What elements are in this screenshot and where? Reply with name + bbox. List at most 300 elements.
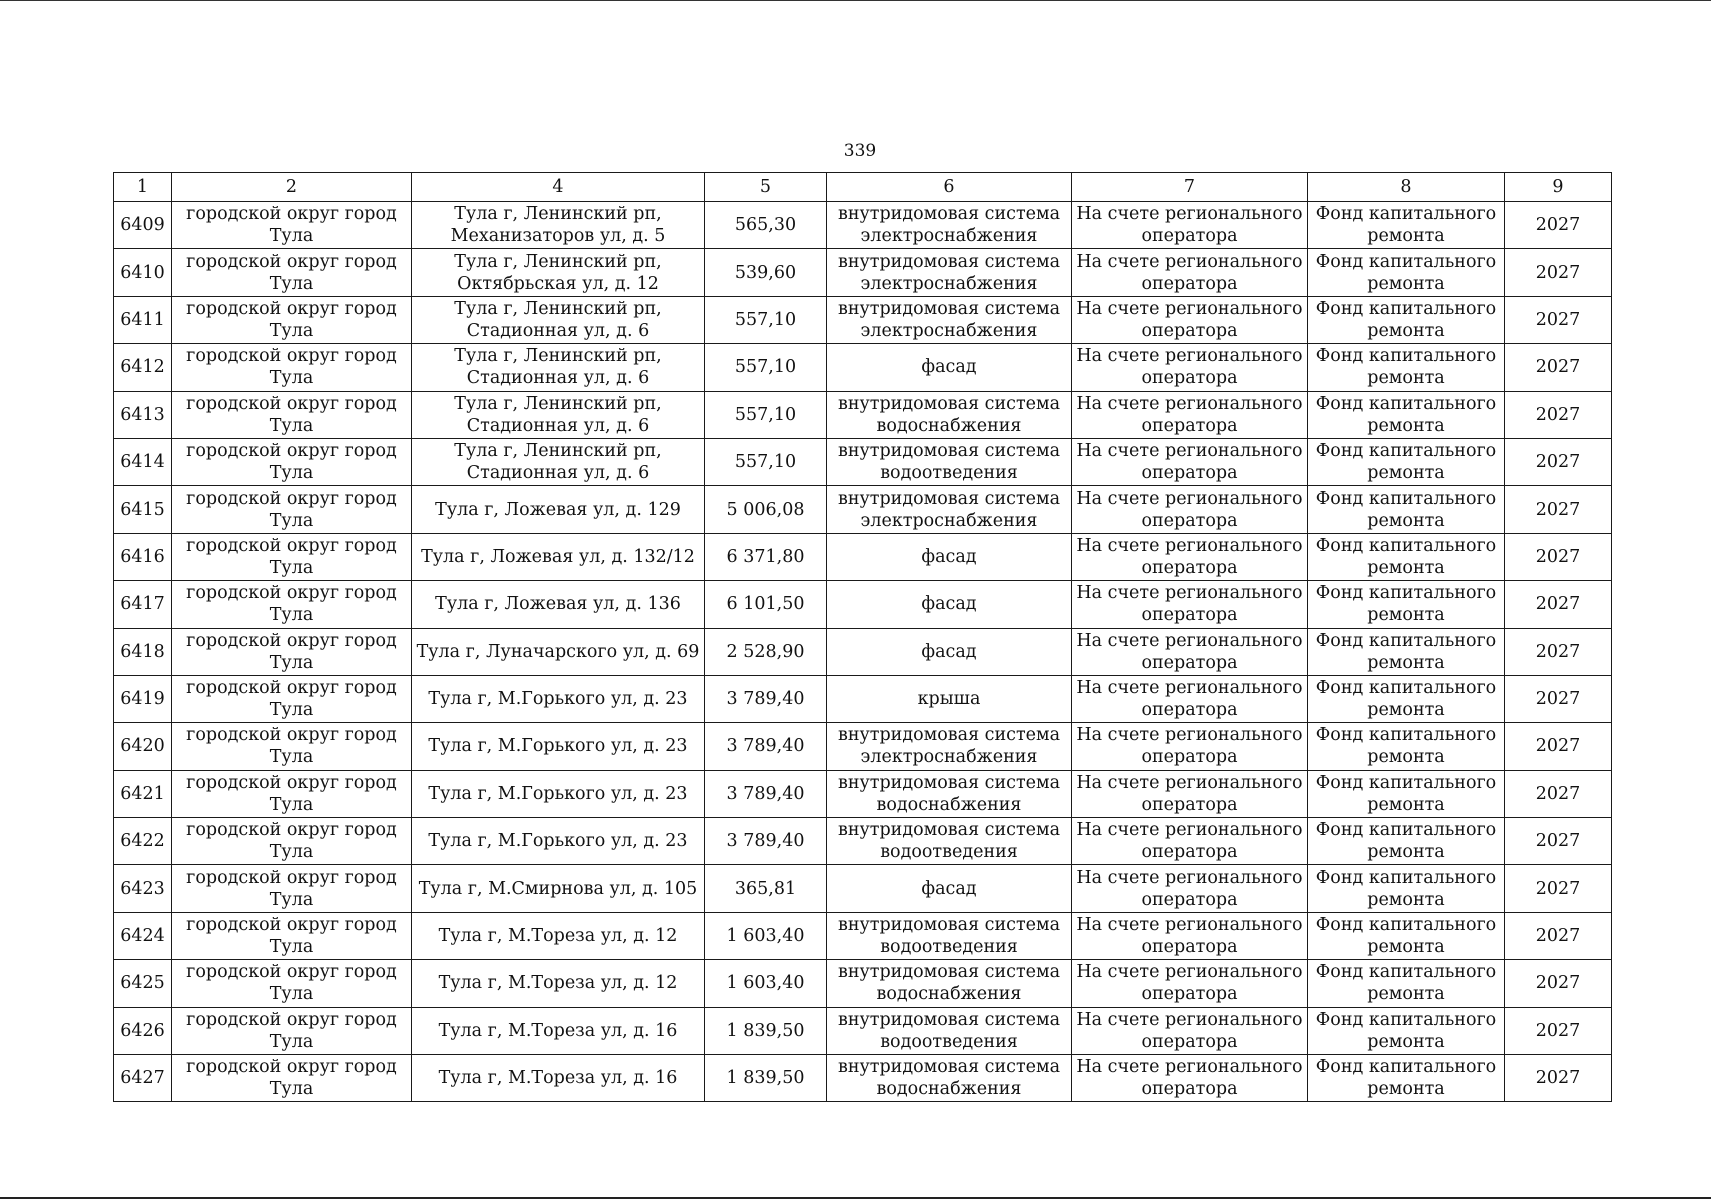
work-type-cell (827, 391, 1072, 438)
account-line: оператора (1141, 557, 1238, 578)
row-number-cell: 6410 (114, 249, 172, 296)
area-cell: 3 789,40 (705, 818, 827, 865)
row-number-cell: 6413 (114, 391, 172, 438)
account-line: На счете регионального (1076, 820, 1303, 841)
address-line: Тула г, Ленинский рп, (454, 393, 662, 414)
municipality-line: Тула (269, 889, 314, 910)
account-cell (1072, 960, 1308, 1007)
table-row (114, 202, 1612, 249)
municipality-line: Тула (269, 226, 314, 247)
account-line: оператора (1141, 320, 1238, 341)
work-type-line: электроснабжения (860, 510, 1038, 531)
work-type-line: водоснабжения (876, 984, 1022, 1005)
year-cell: 2027 (1505, 723, 1612, 770)
municipality-cell (172, 770, 412, 817)
funding-line: ремонта (1367, 937, 1445, 958)
account-line: оператора (1141, 510, 1238, 531)
work-type-cell (827, 486, 1072, 533)
column-header: 7 (1072, 173, 1308, 202)
work-type-cell: фасад (827, 344, 1072, 391)
funding-line: ремонта (1367, 463, 1445, 484)
municipality-line: городской округ город (186, 772, 397, 793)
funding-line: Фонд капитального (1315, 488, 1497, 509)
table-row (114, 675, 1612, 722)
municipality-cell (172, 723, 412, 770)
municipality-line: Тула (269, 320, 314, 341)
account-cell (1072, 1055, 1308, 1102)
funding-line: Фонд капитального (1315, 298, 1497, 319)
address-cell (412, 249, 705, 296)
funding-line: ремонта (1367, 226, 1445, 247)
area-cell: 1 839,50 (705, 1007, 827, 1054)
funding-line: ремонта (1367, 368, 1445, 389)
funding-line: ремонта (1367, 794, 1445, 815)
municipality-cell (172, 960, 412, 1007)
table-row (114, 1055, 1612, 1102)
municipality-line: Тула (269, 463, 314, 484)
work-type-line: внутридомовая система (837, 441, 1061, 462)
work-type-line: водоотведения (880, 1031, 1018, 1052)
municipality-line: городской округ город (186, 583, 397, 604)
row-number-cell: 6426 (114, 1007, 172, 1054)
funding-cell (1308, 438, 1505, 485)
account-line: На счете регионального (1076, 535, 1303, 556)
account-line: оператора (1141, 1031, 1238, 1052)
funding-cell (1308, 344, 1505, 391)
funding-cell (1308, 249, 1505, 296)
account-line: оператора (1141, 984, 1238, 1005)
work-type-cell (827, 1055, 1072, 1102)
municipality-line: Тула (269, 415, 314, 436)
address-cell (412, 202, 705, 249)
area-cell: 1 603,40 (705, 912, 827, 959)
funding-line: ремонта (1367, 842, 1445, 863)
account-line: оператора (1141, 747, 1238, 768)
year-cell: 2027 (1505, 675, 1612, 722)
account-line: На счете регионального (1076, 204, 1303, 225)
municipality-line: городской округ город (186, 678, 397, 699)
funding-line: Фонд капитального (1315, 772, 1497, 793)
table-row (114, 391, 1612, 438)
work-type-cell (827, 296, 1072, 343)
municipality-cell (172, 202, 412, 249)
table-row (114, 960, 1612, 1007)
municipality-line: городской округ город (186, 488, 397, 509)
row-number-cell: 6422 (114, 818, 172, 865)
table-row (114, 344, 1612, 391)
area-cell: 557,10 (705, 391, 827, 438)
municipality-line: Тула (269, 794, 314, 815)
municipality-cell (172, 249, 412, 296)
row-number-cell: 6415 (114, 486, 172, 533)
account-line: оператора (1141, 605, 1238, 626)
work-type-cell (827, 818, 1072, 865)
account-line: На счете регионального (1076, 915, 1303, 936)
funding-line: Фонд капитального (1315, 725, 1497, 746)
funding-line: Фонд капитального (1315, 346, 1497, 367)
address-cell: Тула г, М.Горького ул, д. 23 (412, 675, 705, 722)
address-line: Механизаторов ул, д. 5 (450, 226, 666, 247)
municipality-cell (172, 486, 412, 533)
table-row (114, 770, 1612, 817)
funding-line: Фонд капитального (1315, 820, 1497, 841)
work-type-cell: крыша (827, 675, 1072, 722)
municipality-line: Тула (269, 842, 314, 863)
municipality-line: городской округ город (186, 393, 397, 414)
municipality-line: Тула (269, 937, 314, 958)
account-line: На счете регионального (1076, 962, 1303, 983)
year-cell: 2027 (1505, 912, 1612, 959)
account-cell (1072, 344, 1308, 391)
work-type-line: внутридомовая система (837, 1009, 1061, 1030)
work-type-line: электроснабжения (860, 747, 1038, 768)
row-number-cell: 6417 (114, 581, 172, 628)
municipality-line: Тула (269, 747, 314, 768)
column-header: 8 (1308, 173, 1505, 202)
table-row (114, 1007, 1612, 1054)
row-number-cell: 6421 (114, 770, 172, 817)
funding-line: Фонд капитального (1315, 867, 1497, 888)
work-type-line: внутридомовая система (837, 393, 1061, 414)
year-cell: 2027 (1505, 1007, 1612, 1054)
area-cell: 557,10 (705, 296, 827, 343)
work-type-cell (827, 202, 1072, 249)
work-type-cell (827, 723, 1072, 770)
municipality-cell (172, 581, 412, 628)
funding-line: Фонд капитального (1315, 678, 1497, 699)
municipality-line: Тула (269, 984, 314, 1005)
row-number-cell: 6427 (114, 1055, 172, 1102)
work-type-line: внутридомовая система (837, 298, 1061, 319)
address-cell: Тула г, М.Тореза ул, д. 12 (412, 912, 705, 959)
year-cell: 2027 (1505, 391, 1612, 438)
account-cell (1072, 770, 1308, 817)
municipality-line: Тула (269, 700, 314, 721)
account-line: На счете регионального (1076, 772, 1303, 793)
account-cell (1072, 296, 1308, 343)
work-type-cell (827, 1007, 1072, 1054)
area-cell: 1 839,50 (705, 1055, 827, 1102)
address-cell: Тула г, Луначарского ул, д. 69 (412, 628, 705, 675)
row-number-cell: 6418 (114, 628, 172, 675)
municipality-line: городской округ город (186, 251, 397, 272)
funding-line: ремонта (1367, 747, 1445, 768)
area-cell: 539,60 (705, 249, 827, 296)
table-body (114, 202, 1612, 1102)
work-type-cell: фасад (827, 865, 1072, 912)
funding-line: ремонта (1367, 605, 1445, 626)
work-type-line: водоснабжения (876, 1079, 1022, 1100)
funding-line: Фонд капитального (1315, 393, 1497, 414)
table-row (114, 723, 1612, 770)
area-cell: 6 101,50 (705, 581, 827, 628)
funding-line: Фонд капитального (1315, 1057, 1497, 1078)
account-cell (1072, 486, 1308, 533)
account-line: На счете регионального (1076, 298, 1303, 319)
row-number-cell: 6411 (114, 296, 172, 343)
column-header: 4 (412, 173, 705, 202)
account-cell (1072, 912, 1308, 959)
municipality-cell (172, 912, 412, 959)
work-type-cell: фасад (827, 533, 1072, 580)
row-number-cell: 6414 (114, 438, 172, 485)
funding-line: ремонта (1367, 557, 1445, 578)
area-cell: 3 789,40 (705, 770, 827, 817)
work-type-line: водоснабжения (876, 794, 1022, 815)
funding-cell (1308, 628, 1505, 675)
work-type-line: внутридомовая система (837, 725, 1061, 746)
work-type-line: водоотведения (880, 463, 1018, 484)
account-line: оператора (1141, 652, 1238, 673)
municipality-line: Тула (269, 510, 314, 531)
address-line: Стадионная ул, д. 6 (466, 463, 650, 484)
municipality-line: Тула (269, 1079, 314, 1100)
municipality-line: городской округ город (186, 962, 397, 983)
funding-line: Фонд капитального (1315, 962, 1497, 983)
municipality-cell (172, 533, 412, 580)
address-cell (412, 344, 705, 391)
funding-line: Фонд капитального (1315, 441, 1497, 462)
work-type-line: внутридомовая система (837, 915, 1061, 936)
municipality-line: городской округ город (186, 204, 397, 225)
account-line: На счете регионального (1076, 393, 1303, 414)
account-line: На счете регионального (1076, 725, 1303, 746)
funding-cell (1308, 391, 1505, 438)
account-line: оператора (1141, 226, 1238, 247)
year-cell: 2027 (1505, 202, 1612, 249)
funding-line: ремонта (1367, 652, 1445, 673)
municipality-line: городской округ город (186, 725, 397, 746)
table-row (114, 865, 1612, 912)
account-line: оператора (1141, 273, 1238, 294)
funding-cell (1308, 723, 1505, 770)
address-cell: Тула г, Ложевая ул, д. 136 (412, 581, 705, 628)
work-type-line: внутридомовая система (837, 1057, 1061, 1078)
municipality-line: городской округ город (186, 1057, 397, 1078)
row-number-cell: 6419 (114, 675, 172, 722)
year-cell: 2027 (1505, 296, 1612, 343)
address-cell: Тула г, М.Смирнова ул, д. 105 (412, 865, 705, 912)
table-row (114, 533, 1612, 580)
funding-cell (1308, 770, 1505, 817)
municipality-line: городской округ город (186, 535, 397, 556)
funding-cell (1308, 202, 1505, 249)
work-type-cell (827, 438, 1072, 485)
funding-cell (1308, 675, 1505, 722)
area-cell: 1 603,40 (705, 960, 827, 1007)
municipality-cell (172, 391, 412, 438)
year-cell: 2027 (1505, 770, 1612, 817)
work-type-cell (827, 249, 1072, 296)
account-line: оператора (1141, 463, 1238, 484)
municipality-cell (172, 675, 412, 722)
municipality-cell (172, 296, 412, 343)
year-cell: 2027 (1505, 628, 1612, 675)
funding-cell (1308, 912, 1505, 959)
work-type-cell (827, 912, 1072, 959)
area-cell: 6 371,80 (705, 533, 827, 580)
account-cell (1072, 249, 1308, 296)
row-number-cell: 6409 (114, 202, 172, 249)
account-cell (1072, 628, 1308, 675)
funding-cell (1308, 296, 1505, 343)
address-cell (412, 296, 705, 343)
row-number-cell: 6420 (114, 723, 172, 770)
area-cell: 557,10 (705, 344, 827, 391)
municipality-line: городской округ город (186, 441, 397, 462)
work-type-line: электроснабжения (860, 226, 1038, 247)
account-cell (1072, 675, 1308, 722)
funding-line: ремонта (1367, 1031, 1445, 1052)
address-line: Октябрьская ул, д. 12 (457, 273, 659, 294)
column-header: 2 (172, 173, 412, 202)
account-cell (1072, 1007, 1308, 1054)
address-cell: Тула г, М.Тореза ул, д. 12 (412, 960, 705, 1007)
funding-cell (1308, 960, 1505, 1007)
area-cell: 3 789,40 (705, 723, 827, 770)
account-line: оператора (1141, 937, 1238, 958)
account-line: На счете регионального (1076, 678, 1303, 699)
account-cell (1072, 391, 1308, 438)
table-row (114, 296, 1612, 343)
account-cell (1072, 581, 1308, 628)
area-cell: 565,30 (705, 202, 827, 249)
year-cell: 2027 (1505, 486, 1612, 533)
municipality-cell (172, 438, 412, 485)
funding-line: ремонта (1367, 1079, 1445, 1100)
account-cell (1072, 202, 1308, 249)
work-type-cell: фасад (827, 628, 1072, 675)
work-type-line: водоснабжения (876, 415, 1022, 436)
municipality-cell (172, 865, 412, 912)
municipality-line: Тула (269, 557, 314, 578)
top-scan-border (0, 0, 1711, 1)
work-type-line: внутридомовая система (837, 820, 1061, 841)
address-line: Стадионная ул, д. 6 (466, 368, 650, 389)
work-type-line: внутридомовая система (837, 251, 1061, 272)
year-cell: 2027 (1505, 344, 1612, 391)
account-line: оператора (1141, 889, 1238, 910)
funding-line: ремонта (1367, 889, 1445, 910)
municipality-line: городской округ город (186, 867, 397, 888)
funding-cell (1308, 581, 1505, 628)
municipality-line: городской округ город (186, 630, 397, 651)
table-row (114, 818, 1612, 865)
funding-cell (1308, 865, 1505, 912)
table-row (114, 581, 1612, 628)
account-line: На счете регионального (1076, 488, 1303, 509)
address-cell: Тула г, М.Горького ул, д. 23 (412, 723, 705, 770)
funding-cell (1308, 1055, 1505, 1102)
column-header: 1 (114, 173, 172, 202)
year-cell: 2027 (1505, 1055, 1612, 1102)
account-line: оператора (1141, 1079, 1238, 1100)
account-cell (1072, 723, 1308, 770)
address-cell: Тула г, М.Горького ул, д. 23 (412, 770, 705, 817)
table-row (114, 249, 1612, 296)
funding-cell (1308, 1007, 1505, 1054)
address-line: Тула г, Ленинский рп, (454, 441, 662, 462)
account-line: На счете регионального (1076, 630, 1303, 651)
address-cell: Тула г, Ложевая ул, д. 132/12 (412, 533, 705, 580)
table-row (114, 486, 1612, 533)
work-type-line: электроснабжения (860, 273, 1038, 294)
municipality-cell (172, 818, 412, 865)
municipality-cell (172, 1055, 412, 1102)
municipality-line: Тула (269, 368, 314, 389)
account-cell (1072, 533, 1308, 580)
funding-line: Фонд капитального (1315, 535, 1497, 556)
bottom-scan-border (0, 1197, 1711, 1199)
work-type-line: внутридомовая система (837, 204, 1061, 225)
funding-line: Фонд капитального (1315, 915, 1497, 936)
table-row (114, 912, 1612, 959)
address-cell: Тула г, М.Горького ул, д. 23 (412, 818, 705, 865)
funding-cell (1308, 533, 1505, 580)
area-cell: 5 006,08 (705, 486, 827, 533)
account-line: На счете регионального (1076, 867, 1303, 888)
table-row (114, 438, 1612, 485)
funding-line: ремонта (1367, 415, 1445, 436)
year-cell: 2027 (1505, 581, 1612, 628)
municipality-line: городской округ город (186, 915, 397, 936)
area-cell: 3 789,40 (705, 675, 827, 722)
account-line: оператора (1141, 842, 1238, 863)
address-line: Тула г, Ленинский рп, (454, 298, 662, 319)
address-cell: Тула г, М.Тореза ул, д. 16 (412, 1007, 705, 1054)
funding-line: Фонд капитального (1315, 1009, 1497, 1030)
column-header: 6 (827, 173, 1072, 202)
funding-line: ремонта (1367, 700, 1445, 721)
funding-line: Фонд капитального (1315, 630, 1497, 651)
funding-line: Фонд капитального (1315, 251, 1497, 272)
work-type-line: водоотведения (880, 842, 1018, 863)
year-cell: 2027 (1505, 533, 1612, 580)
area-cell: 557,10 (705, 438, 827, 485)
work-type-line: внутридомовая система (837, 488, 1061, 509)
header-row (114, 173, 1612, 202)
area-cell: 365,81 (705, 865, 827, 912)
work-type-cell (827, 770, 1072, 817)
register-table (113, 172, 1612, 1102)
address-cell (412, 438, 705, 485)
address-cell (412, 391, 705, 438)
municipality-line: городской округ город (186, 820, 397, 841)
account-cell (1072, 865, 1308, 912)
account-cell (1072, 818, 1308, 865)
year-cell: 2027 (1505, 438, 1612, 485)
column-header: 9 (1505, 173, 1612, 202)
municipality-line: городской округ город (186, 1009, 397, 1030)
municipality-line: городской округ город (186, 346, 397, 367)
row-number-cell: 6423 (114, 865, 172, 912)
address-line: Тула г, Ленинский рп, (454, 251, 662, 272)
municipality-line: Тула (269, 1031, 314, 1052)
account-line: На счете регионального (1076, 1057, 1303, 1078)
year-cell: 2027 (1505, 960, 1612, 1007)
address-cell: Тула г, М.Тореза ул, д. 16 (412, 1055, 705, 1102)
municipality-line: Тула (269, 273, 314, 294)
address-line: Тула г, Ленинский рп, (454, 346, 662, 367)
account-line: На счете регионального (1076, 583, 1303, 604)
year-cell: 2027 (1505, 865, 1612, 912)
account-line: оператора (1141, 415, 1238, 436)
table-header (114, 173, 1612, 202)
municipality-cell (172, 628, 412, 675)
funding-line: Фонд капитального (1315, 204, 1497, 225)
funding-line: ремонта (1367, 320, 1445, 341)
account-line: оператора (1141, 368, 1238, 389)
